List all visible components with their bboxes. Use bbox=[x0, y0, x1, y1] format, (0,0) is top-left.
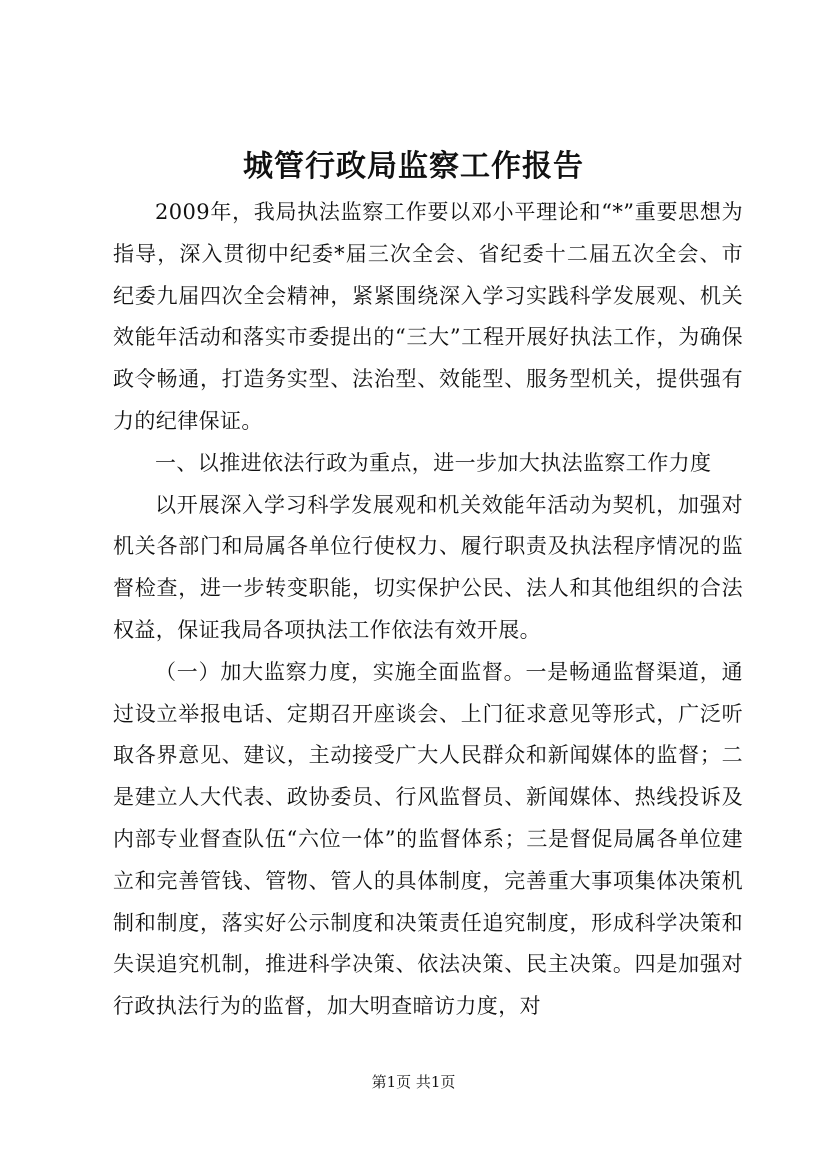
paragraph-intro: 2009年，我局执法监察工作要以邓小平理论和“*”重要思想为指导，深入贯彻中纪委*届三次全会、省纪委十二届五次全会、市纪委九届四次全会精神，紧紧围绕深入学习实践科学发展观、机关效能年活动和落实市委提出的“三大”工程开展好执法工作，为确保政令畅通，打造务实型、法治型、效能型、服务型机关，提供强有力的纪律保证。 bbox=[113, 200, 743, 433]
paragraph-subsection-1: （一）加大监察力度，实施全面监督。一是畅通监督渠道，通过设立举报电话、定期召开座谈会、上门征求意见等形式，广泛听取各界意见、建议，主动接受广大人民群众和新闻媒体的监督；二是建立人大代表、政协委员、行风监督员、新闻媒体、热线投诉及内部专业督查队伍“六位一体”的监督体系；三是督促局属各单位建立和完善管钱、管物、管人的具体制度，完善重大事项集体决策机制和制度，落实好公示制度和决策责任追究制度，形成科学决策和失误追究机制，推进科学决策、依法决策、民主决策。四是加强对行政执法行为的监督，加大明查暗访力度，对 bbox=[113, 659, 743, 1019]
paragraph-section-1: 以开展深入学习科学发展观和机关效能年活动为契机，加强对机关各部门和局属各单位行使权力、履行职责及执法程序情况的监督检查，进一步转变职能，切实保护公民、法人和其他组织的合法权益，保证我局各项执法工作依法有效开展。 bbox=[113, 492, 743, 642]
section-heading-1: 一、以推进依法行政为重点，进一步加大执法监察工作力度 bbox=[155, 450, 712, 475]
document-title: 城管行政局监察工作报告 bbox=[243, 149, 584, 184]
page-footer: 第1页 共1页 bbox=[371, 1073, 456, 1091]
document-body bbox=[113, 192, 743, 1028]
